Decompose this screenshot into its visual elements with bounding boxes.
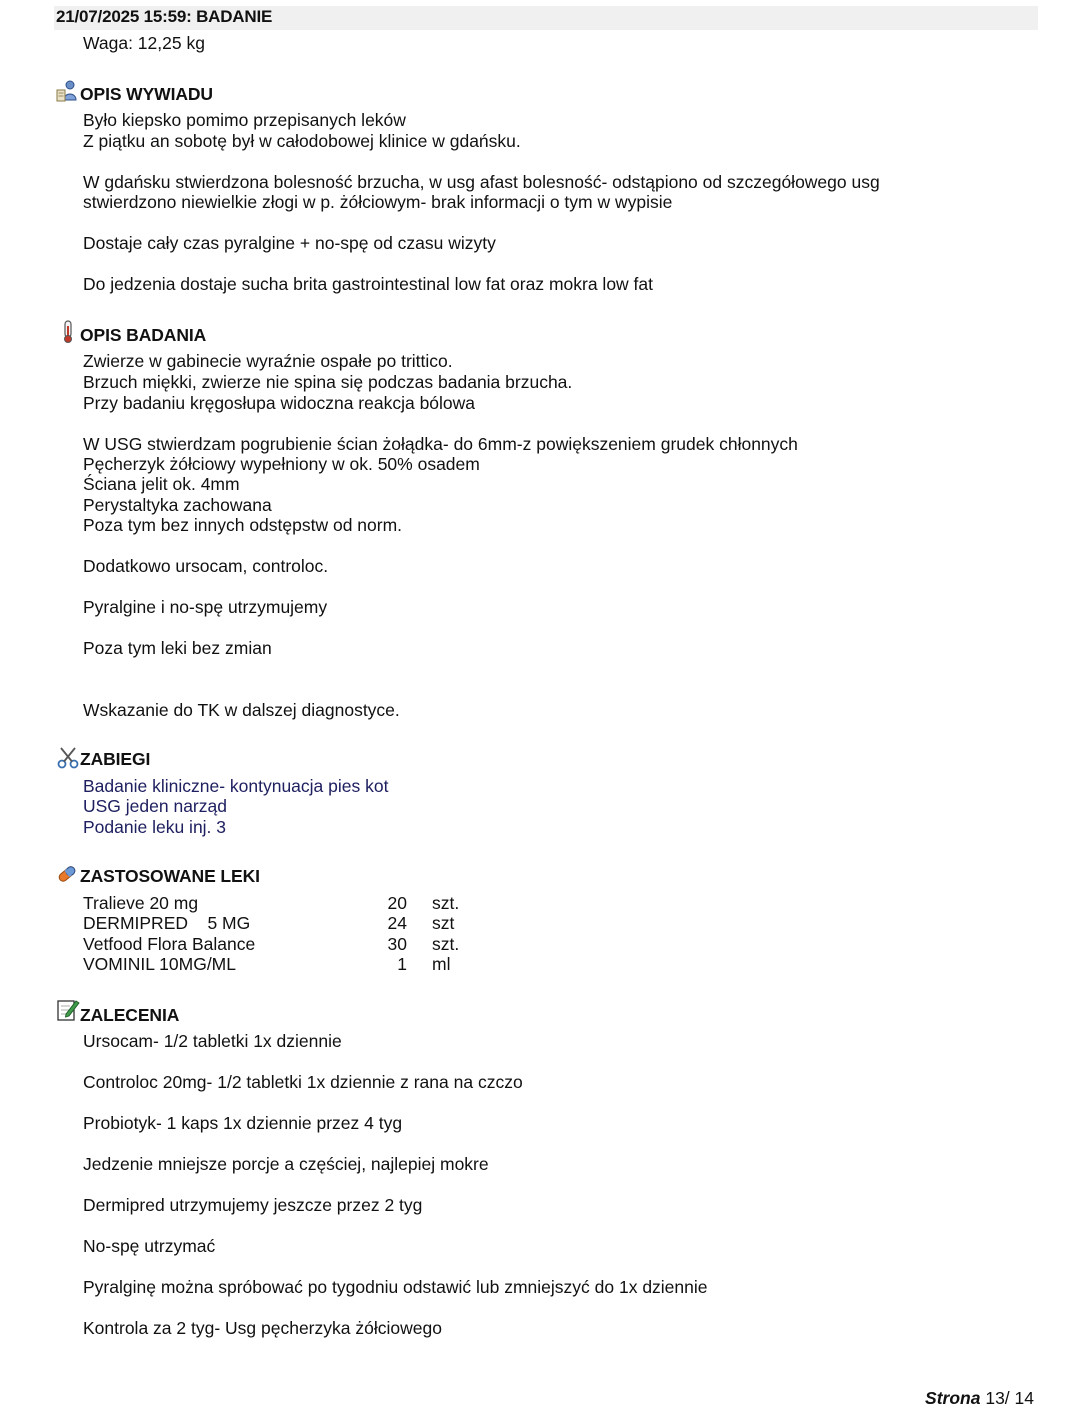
recommendation-line: Ursocam- 1/2 tabletki 1x dziennie: [83, 1031, 342, 1051]
pill-icon: [55, 862, 79, 886]
section-title-zalecenia: ZALECENIA: [80, 1005, 180, 1025]
weight-text: Waga: 12,25 kg: [83, 33, 205, 53]
drug-name: VOMINIL 10MG/ML: [83, 954, 236, 974]
section-title-zabiegi: ZABIEGI: [80, 749, 151, 769]
wywiad-line: stwierdzono niewielkie złogi w p. żółciowym- brak informacji o tym w wypisie: [83, 192, 673, 212]
drug-name: Tralieve 20 mg: [83, 893, 199, 913]
page-number: [925, 1388, 1034, 1409]
wywiad-line: Do jedzenia dostaje sucha brita gastrointestinal low fat oraz mokra low fat: [83, 274, 654, 294]
badanie-line: Perystaltyka zachowana: [83, 495, 272, 515]
drug-qty: 24: [387, 913, 407, 933]
thermometer-icon: [56, 320, 80, 344]
wywiad-line: Z piątku an sobotę był w całodobowej klinice w gdańsku.: [83, 131, 521, 151]
badanie-line: Pęcherzyk żółciowy wypełniony w ok. 50% osadem: [83, 454, 480, 474]
page-count: 13/ 14: [985, 1388, 1034, 1408]
scissors-icon: [56, 746, 80, 770]
recommendation-line: Jedzenie mniejsze porcje a częściej, najlepiej mokre: [83, 1154, 489, 1174]
recommendation-line: Pyralginę można spróbować po tygodniu odstawić lub zmniejszyć do 1x dziennie: [83, 1277, 708, 1297]
visit-header-title: 21/07/2025 15:59: BADANIE: [56, 7, 273, 26]
procedure-item: USG jeden narząd: [83, 796, 227, 816]
recommendation-line: Kontrola za 2 tyg- Usg pęcherzyka żółciowego: [83, 1318, 442, 1338]
drug-qty: 20: [387, 893, 407, 913]
drug-unit: szt: [432, 913, 455, 933]
procedure-item: Badanie kliniczne- kontynuacja pies kot: [83, 776, 389, 796]
section-title-badanie: OPIS BADANIA: [80, 325, 207, 345]
badanie-line: Ściana jelit ok. 4mm: [83, 474, 240, 494]
notepad-pencil-icon: [56, 998, 80, 1022]
drug-name: DERMIPRED 5 MG: [83, 913, 251, 933]
drug-name: Vetfood Flora Balance: [83, 934, 256, 954]
section-title-leki: ZASTOSOWANE LEKI: [80, 866, 260, 886]
recommendation-line: Dermipred utrzymujemy jeszcze przez 2 tyg: [83, 1195, 423, 1215]
drug-qty: 1: [397, 954, 407, 974]
drug-unit: ml: [432, 954, 451, 974]
badanie-line: Przy badaniu kręgosłupa widoczna reakcja bólowa: [83, 393, 476, 413]
wywiad-line: Dostaje cały czas pyralgine + no-spę od czasu wizyty: [83, 233, 496, 253]
interview-person-icon: [55, 80, 79, 104]
page-label: Strona: [925, 1388, 981, 1408]
recommendation-line: Probiotyk- 1 kaps 1x dziennie przez 4 tyg: [83, 1113, 403, 1133]
badanie-line: Wskazanie do TK w dalszej diagnostyce.: [83, 700, 400, 720]
wywiad-line: Było kiepsko pomimo przepisanych leków: [83, 110, 406, 130]
badanie-line: Zwierze w gabinecie wyraźnie ospałe po trittico.: [83, 351, 453, 371]
wywiad-line: W gdańsku stwierdzona bolesność brzucha, w usg afast bolesność- odstąpiono od szczegółowego usg: [83, 172, 880, 192]
drug-unit: szt.: [432, 893, 460, 913]
badanie-line: W USG stwierdzam pogrubienie ścian żołądka- do 6mm-z powiększeniem grudek chłonnych: [83, 434, 798, 454]
badanie-line: Poza tym leki bez zmian: [83, 638, 272, 658]
procedure-item: Podanie leku inj. 3: [83, 817, 227, 837]
badanie-line: Dodatkowo ursocam, controloc.: [83, 556, 329, 576]
badanie-line: Pyralgine i no-spę utrzymujemy: [83, 597, 328, 617]
badanie-line: Poza tym bez innych odstępstw od norm.: [83, 515, 403, 535]
section-title-wywiad: OPIS WYWIADU: [80, 84, 213, 104]
drug-unit: szt.: [432, 934, 460, 954]
recommendation-line: Controloc 20mg- 1/2 tabletki 1x dziennie z rana na czczo: [83, 1072, 523, 1092]
drug-qty: 30: [387, 934, 407, 954]
recommendation-line: No-spę utrzymać: [83, 1236, 216, 1256]
badanie-line: Brzuch miękki, zwierze nie spina się podczas badania brzucha.: [83, 372, 573, 392]
